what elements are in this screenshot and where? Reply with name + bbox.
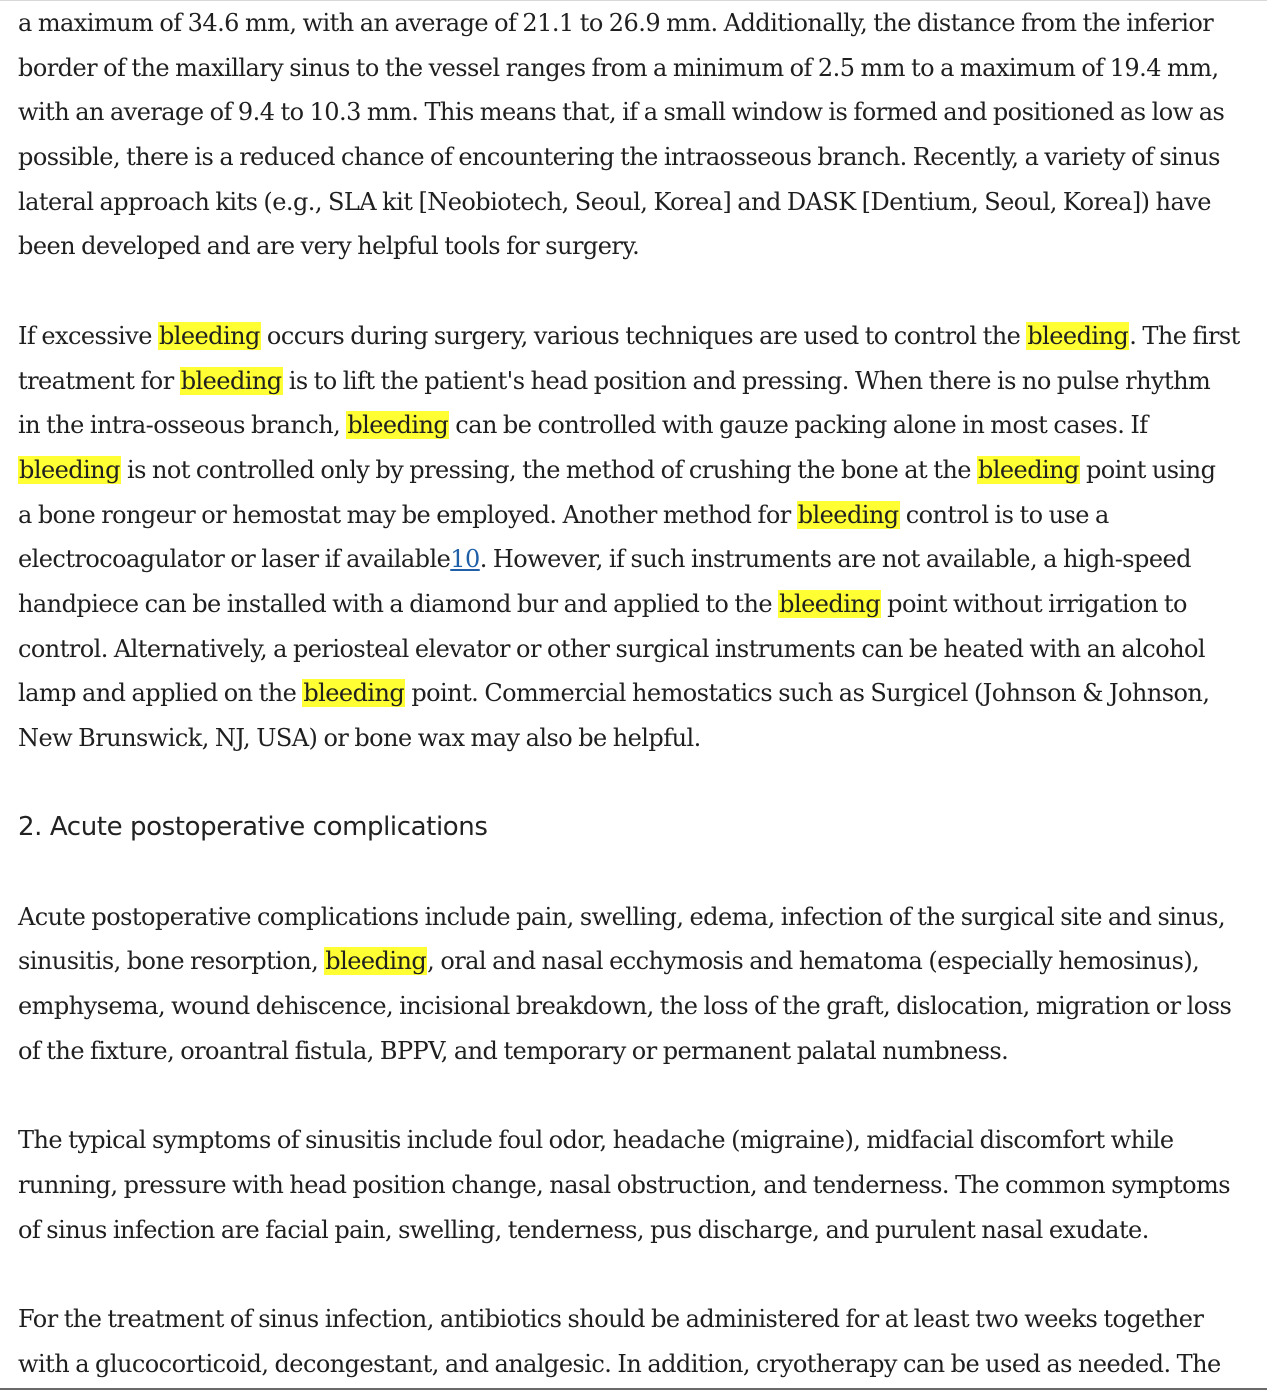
text-line <box>18 359 1263 404</box>
text-run: point without irrigation to <box>881 589 1187 618</box>
text-run: . The first <box>1129 321 1240 350</box>
text-line: lateral approach kits (e.g., SLA kit [Neobiotech, Seoul, Korea] and DASK [Dentium, Seoul, Korea]) have <box>18 187 1211 216</box>
paragraph-gap <box>18 1252 1263 1297</box>
paragraph-gap <box>18 761 1263 806</box>
text-run: sinusitis, bone resorption, <box>18 947 325 976</box>
text-line: with a glucocorticoid, decongestant, and analgesic. In addition, cryotherapy can be used as needed. The <box>18 1349 1221 1378</box>
text-run: can be controlled with gauze packing alone in most cases. If <box>449 411 1148 440</box>
text-run: handpiece can be installed with a diamond bur and applied to the <box>18 589 779 618</box>
text-run: point using <box>1079 455 1216 484</box>
search-highlight: bleeding <box>325 947 427 976</box>
text-run: control is to use a <box>899 500 1109 529</box>
text-line <box>18 671 1263 716</box>
text-line: For the treatment of sinus infection, antibiotics should be administered for at least two weeks together <box>18 1304 1204 1333</box>
text-line: a maximum of 34.6 mm, with an average of 21.1 to 26.9 mm. Additionally, the distance from the inferior <box>18 9 1214 37</box>
text-line: border of the maxillary sinus to the vessel ranges from a minimum of 2.5 mm to a maximum of 19.4 mm, <box>18 53 1219 82</box>
section-heading: 2. Acute postoperative complications <box>18 812 488 843</box>
text-run: a bone rongeur or hemostat may be employed. Another method for <box>18 500 797 529</box>
text-line: emphysema, wound dehiscence, incisional breakdown, the loss of the graft, dislocation, migration or loss <box>18 992 1232 1021</box>
text-line: of the fixture, oroantral fistula, BPPV, and temporary or permanent palatal numbness. <box>18 1036 1009 1065</box>
text-line <box>18 314 1263 359</box>
text-line: Acute postoperative complications include pain, swelling, edema, infection of the surgical site and sinus, <box>18 902 1226 931</box>
text-line <box>18 939 1263 984</box>
text-line: possible, there is a reduced chance of encountering the intraosseous branch. Recently, a variety of sinus <box>18 143 1220 172</box>
text-line <box>18 537 1263 582</box>
text-line <box>18 403 1263 448</box>
text-run: is to lift the patient's head position and pressing. When there is no pulse rhythm <box>282 366 1211 395</box>
search-highlight: bleeding <box>977 455 1079 484</box>
text-line: New Brunswick, NJ, USA) or bone wax may also be helpful. <box>18 724 701 752</box>
text-line: running, pressure with head position change, nasal obstruction, and tenderness. The common symptoms <box>18 1170 1231 1199</box>
search-highlight: bleeding <box>779 589 881 618</box>
search-highlight: bleeding <box>158 321 260 350</box>
text-run: lamp and applied on the <box>18 679 303 708</box>
search-highlight: bleeding <box>797 500 899 529</box>
text-run: in the intra-osseous branch, <box>18 411 347 440</box>
text-line <box>18 493 1263 538</box>
text-line: The typical symptoms of sinusitis include foul odor, headache (migraine), midfacial discomfort while <box>18 1126 1174 1155</box>
text-run: If excessive <box>18 321 158 350</box>
text-line: with an average of 9.4 to 10.3 mm. This means that, if a small window is formed and positioned as low as <box>18 98 1225 127</box>
text-line <box>18 448 1263 493</box>
text-line: been developed and are very helpful tools for surgery. <box>18 232 640 261</box>
text-line <box>18 582 1263 627</box>
paragraph-gap <box>18 269 1263 314</box>
text-run: electrocoagulator or laser if available <box>18 545 451 574</box>
paragraph-gap <box>18 1074 1263 1119</box>
paragraph-gap <box>18 850 1263 895</box>
article-body <box>18 1 1263 1386</box>
search-highlight: bleeding <box>19 455 120 484</box>
search-highlight: bleeding <box>303 679 405 708</box>
text-run: . However, if such instruments are not available, a high-speed <box>479 545 1191 574</box>
text-line: control. Alternatively, a periosteal elevator or other surgical instruments can be heated with an alcohol <box>18 634 1206 663</box>
text-run: , oral and nasal ecchymosis and hematoma (especially hemosinus), <box>427 947 1200 976</box>
search-highlight: bleeding <box>180 366 282 395</box>
text-line: of sinus infection are facial pain, swelling, tenderness, pus discharge, and purulent nasal exudate. <box>18 1215 1149 1244</box>
text-run: is not controlled only by pressing, the method of crushing the bone at the <box>120 455 977 484</box>
reference-link[interactable]: 10 <box>450 545 480 574</box>
text-run: occurs during surgery, various techniques are used to control the <box>260 321 1027 350</box>
text-run: point. Commercial hemostatics such as Surgicel (Johnson & Johnson, <box>405 679 1210 708</box>
text-run: treatment for <box>18 366 180 395</box>
search-highlight: bleeding <box>1027 321 1129 350</box>
search-highlight: bleeding <box>347 411 449 440</box>
